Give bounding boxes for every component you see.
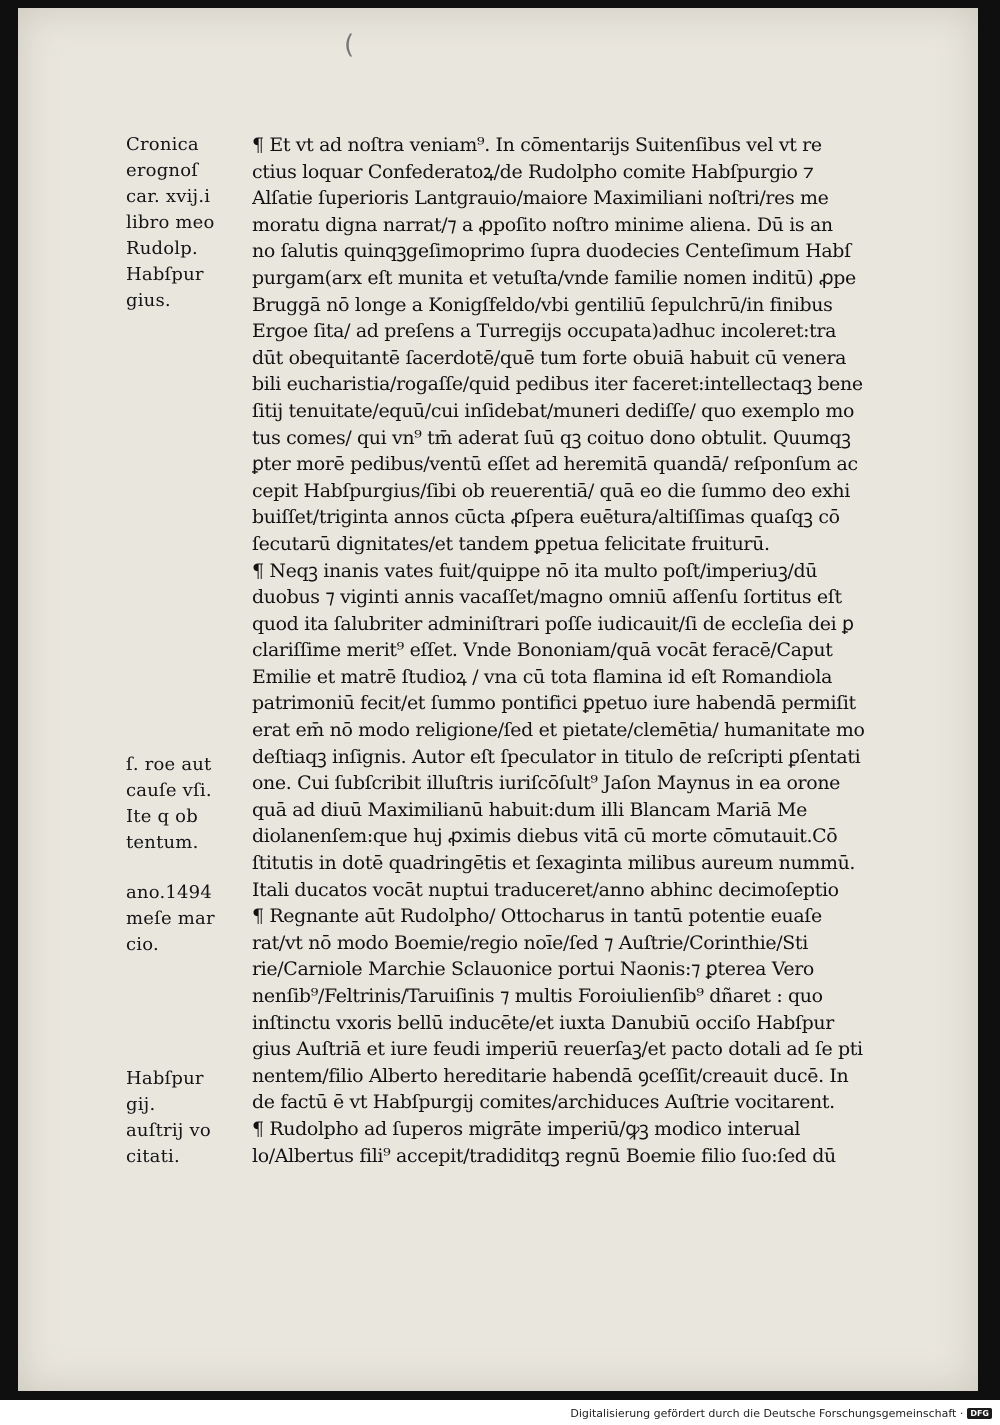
- margin-note-line: ſ. roe aut: [126, 754, 212, 775]
- margin-note: [126, 752, 266, 856]
- margin-note-line: Cronica: [126, 134, 199, 155]
- text-line: bili eucharistia/rogaſſe/quid pedibus iter faceret:intellectaqꝫ bene: [252, 373, 863, 396]
- text-line: rie/Carniole Marchie Sclauonice portui Naonis:⁊ ꝑterea Vero: [252, 958, 814, 981]
- margin-note-line: gius.: [126, 290, 171, 311]
- text-line: quod ita ſalubriter adminiſtrari poſſe iudicauit/ſi de eccleſia dei ꝑ: [252, 612, 854, 635]
- margin-note-line: Habſpur: [126, 264, 204, 285]
- text-line: clariſſime merit⁹ eſſet. Vnde Bononiam/quā vocāt feracē/Caput: [252, 639, 833, 662]
- margin-note-line: meſe mar: [126, 908, 215, 929]
- text-line: lo/Albertus fili⁹ accepit/tradiditqꝫ regnū Boemie filio ſuo:ſed dū: [252, 1144, 836, 1167]
- margin-note-line: libro meo: [126, 212, 215, 233]
- text-line: tus comes/ qui vn⁹ tm̄ aderat ſuū qꝫ coituo dono obtulit. Quumqꝫ: [252, 426, 851, 449]
- text-line: rat/vt nō modo Boemie/regio noīe/ſed ⁊ Auſtrie/Corinthie/Sti: [252, 931, 808, 954]
- margin-note-line: Rudolp.: [126, 238, 198, 259]
- margin-note-line: gij.: [126, 1094, 156, 1115]
- text-line: one. Cui ſubſcribit illuſtris iuriſcōſult⁹ Jaſon Maynus in ea orone: [252, 772, 841, 795]
- margin-note-line: cio.: [126, 934, 159, 955]
- text-line: Itali ducatos vocāt nuptui traduceret/anno abhinc decimoſeptio: [252, 878, 839, 901]
- margin-note-line: tentum.: [126, 832, 199, 853]
- text-line: ¶ Rudolpho ad ſuperos migrāte imperiū/ꝙꝫ modico interual: [252, 1117, 801, 1140]
- text-line: diolanenſem:que huj ꝓximis diebus vitā cū morte cōmutauit.Cō: [252, 825, 838, 848]
- text-line: Alſatie ſuperioris Lantgrauio/maiore Maximiliani noſtri/res me: [252, 187, 829, 210]
- text-line: deſtiaqꝫ inſignis. Autor eſt ſpeculator in titulo de reſcripti ꝑſentati: [252, 745, 861, 768]
- text-line: ſecutarū dignitates/et tandem ꝑpetua felicitate fruiturū.: [252, 532, 770, 555]
- text-line: moratu digna narrat/⁊ a ꝓpoſito noſtro minime aliena. Dū is an: [252, 213, 833, 236]
- pencil-mark: (: [344, 30, 355, 60]
- margin-note: [126, 1066, 266, 1170]
- text-line: ſitij tenuitate/equū/cui inſidebat/muneri dediſſe/ quo exemplo mo: [252, 399, 855, 422]
- text-line: Ergoe ſita/ ad preſens a Turregijs occupata)adhuc incoleret:tra: [252, 320, 837, 343]
- text-line: patrimoniū fecit/et ſummo pontifici ꝑpetuo iure habendā permiſit: [252, 692, 856, 715]
- text-line: quā ad diuū Maximilianū habuit:dum illi Blancam Mariā Me: [252, 798, 807, 821]
- text-line: ¶ Regnante aūt Rudolpho/ Ottocharus in tantū potentie euaſe: [252, 905, 822, 928]
- text-line: erat em̄ nō modo religione/ſed et pietate/clemētia/ humanitate mo: [252, 719, 865, 742]
- text-line: buiſſet/triginta annos cūcta ꝓſpera euētura/altiſſimas quaſqꝫ cō: [252, 506, 840, 529]
- margin-note: [126, 880, 266, 958]
- footer-credit: Digitalisierung gefördert durch die Deutsche Forschungsgemeinschaft ·: [570, 1407, 964, 1420]
- text-line: nenſib⁹/Feltrinis/Taruiſinis ⁊ multis Foroiulienſib⁹ dñaret : quo: [252, 985, 823, 1007]
- text-line: ſtitutis in dotē quadringētis et ſexaginta milibus aureum nummū.: [252, 852, 856, 875]
- text-line: ꝑter morē pedibus/ventū eſſet ad heremitā quandā/ reſponſum ac: [252, 453, 858, 476]
- digitization-footer: [570, 1407, 992, 1420]
- text-line: purgam(arx eſt munita et vetuſta/vnde familie nomen inditū) ꝓpe: [252, 266, 856, 289]
- margin-note: [126, 132, 266, 314]
- margin-note-line: car. xvij.i: [126, 186, 211, 207]
- margin-note-line: ano.1494: [126, 882, 212, 903]
- margin-note-line: auſtrij vo: [126, 1120, 211, 1141]
- dfg-logo-icon: DFG: [967, 1408, 992, 1419]
- text-line: Bruggā nō longe a Konigſfeldo/vbi gentiliū ſepulchrū/in finibus: [252, 293, 833, 316]
- text-line: nentem/filio Alberto hereditarie habendā ꝯceſſit/creauit ducē. In: [252, 1064, 849, 1087]
- text-line: duobus ⁊ viginti annis vacaſſet/magno omniū aſſenſu ſortitus eſt: [252, 586, 842, 609]
- text-line: gius Auſtriā et iure feudi imperiū reuerſaꝫ/et pacto dotali ad ſe pti: [252, 1038, 863, 1061]
- margin-note-line: Ite q ob: [126, 806, 198, 827]
- main-text-block: [252, 132, 932, 1169]
- text-line: ¶ Et vt ad noſtra veniam⁹. In cōmentarijs Suitenſibus vel vt re: [252, 134, 822, 156]
- text-line: Emilie et matrē ſtudioꝝ / vna cū tota flamina id eſt Romandiola: [252, 665, 833, 688]
- text-line: no ſalutis quinqꝫgeſimoprimo ſupra duodecies Centeſimum Habſ: [252, 240, 851, 263]
- text-line: inſtinctu vxoris bellū inducēte/et iuxta Danubiū occiſo Habſpur: [252, 1011, 834, 1034]
- text-line: ctius loquar Confederatoꝝ/de Rudolpho comite Habſpurgio ⁊: [252, 160, 814, 183]
- margin-note-line: erognoſ: [126, 160, 199, 181]
- text-line: dūt obequitantē ſacerdotē/quē tum forte obuiā habuit cū venera: [252, 346, 847, 369]
- margin-note-line: Habſpur: [126, 1068, 204, 1089]
- margin-note-line: citati.: [126, 1146, 180, 1167]
- text-line: de factū ē vt Habſpurgij comites/archiduces Auſtrie vocitarent.: [252, 1091, 835, 1114]
- text-line: ¶ Neqꝫ inanis vates fuit/quippe nō ita multo poſt/imperiuꝫ/dū: [252, 559, 818, 582]
- margin-note-line: cauſe vſi.: [126, 780, 212, 801]
- text-line: cepit Habſpurgius/ſibi ob reuerentiā/ quā eo die ſummo deo exhi: [252, 479, 850, 502]
